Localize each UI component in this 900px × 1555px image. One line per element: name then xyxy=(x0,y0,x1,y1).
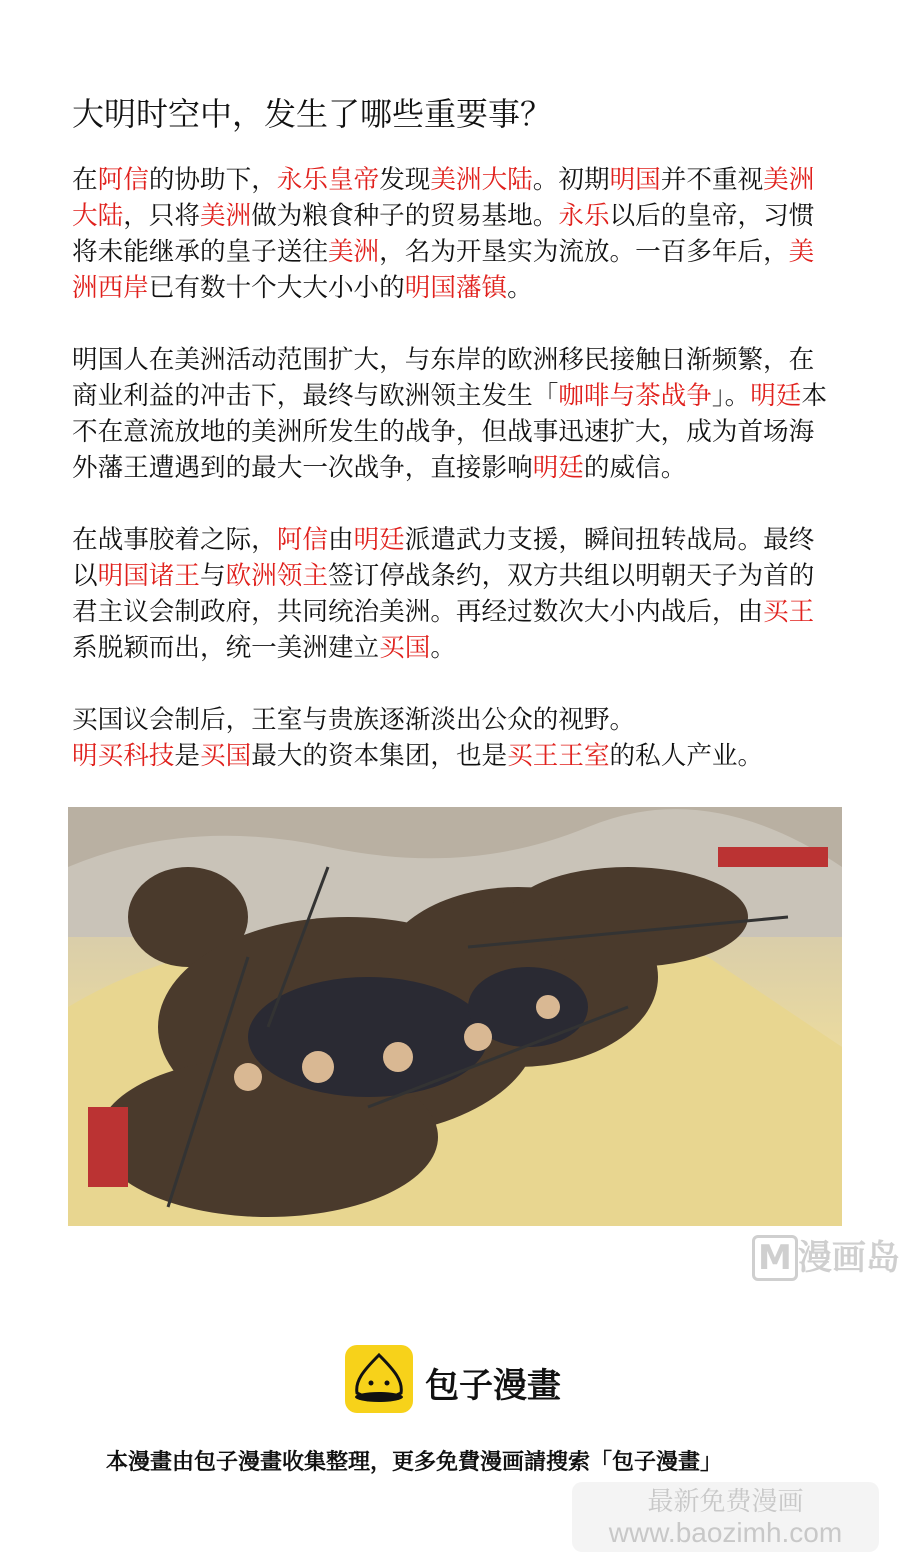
text-segment: ，名为开垦实为流放。一百多年后， xyxy=(379,237,789,267)
highlighted-term: 阿信 xyxy=(276,525,328,555)
text-segment: 以后的皇帝，习惯将未能继承的皇子送往 xyxy=(72,201,815,267)
highlighted-term: 买国 xyxy=(379,633,431,663)
highlighted-term: 美洲大陆 xyxy=(72,165,815,231)
text-segment: 。 xyxy=(430,633,456,663)
promo-url[interactable]: www.baozimh.com xyxy=(608,1517,843,1548)
text-segment: 发现 xyxy=(379,165,431,195)
text-segment: 派遣武力支援，瞬间扭转战局。最终以 xyxy=(72,525,815,591)
text-segment: 。初期 xyxy=(532,165,610,195)
text-segment: 。 xyxy=(507,273,533,303)
text-segment: 的协助下， xyxy=(148,165,277,195)
watermark-text: 漫画岛 xyxy=(797,1238,900,1278)
text-segment: 由 xyxy=(327,525,354,555)
highlighted-term: 美洲 xyxy=(200,201,252,231)
watermark-m-icon: M xyxy=(752,1235,798,1281)
highlighted-term: 美洲大陆 xyxy=(430,165,533,195)
highlighted-term: 永乐皇帝 xyxy=(276,165,380,195)
text-segment: 的私人产业。 xyxy=(609,741,764,771)
promo-text: 最新免费漫画 xyxy=(647,1486,804,1516)
highlighted-term: 咖啡与茶战争 xyxy=(558,381,712,411)
brand-name: 包子漫畫 xyxy=(425,1366,561,1406)
battle-illustration xyxy=(68,807,842,1226)
highlighted-term: 明廷 xyxy=(353,525,405,555)
text-segment: 并不重视 xyxy=(660,165,764,195)
text-segment: 签订停战条约，双方共组以明朝天子为首的君主议会制政府，共同统治美洲。再经过数次大小内战后，由 xyxy=(72,561,815,627)
highlighted-term: 欧洲领主 xyxy=(225,561,328,591)
highlighted-term: 明国诸王 xyxy=(97,561,200,591)
paragraph xyxy=(72,522,836,666)
paragraph xyxy=(72,702,836,774)
text-segment: 明国人在美洲活动范围扩大，与东岸的欧洲移民接触日渐频繁，在商业利益的冲击下，最终与欧洲领主发生「 xyxy=(72,345,815,411)
highlighted-term: 阿信 xyxy=(97,165,149,195)
page-title: 大明时空中，发生了哪些重要事？ xyxy=(72,95,553,133)
text-segment: 是 xyxy=(174,741,200,771)
paragraph xyxy=(72,342,836,486)
text-segment: 在 xyxy=(72,165,98,195)
text-segment: 系脱颖而出，统一美洲建立 xyxy=(72,633,380,663)
text-segment: 与 xyxy=(200,561,226,591)
watermark xyxy=(752,1230,900,1281)
highlighted-term: 美洲西岸 xyxy=(72,237,815,303)
text-segment: 」。 xyxy=(711,381,751,411)
promo-watermark[interactable] xyxy=(572,1482,879,1552)
highlighted-term: 买王 xyxy=(763,597,815,627)
text-segment: 的威信。 xyxy=(583,453,687,483)
paragraph xyxy=(72,162,836,306)
highlighted-term: 明廷 xyxy=(532,453,584,483)
text-segment: 已有数十个大大小小的 xyxy=(148,273,405,303)
highlighted-term: 明廷 xyxy=(750,381,802,411)
highlighted-term: 买王王室 xyxy=(507,741,610,771)
baozi-logo-icon xyxy=(345,1345,413,1413)
highlighted-term: 明买科技 xyxy=(72,741,175,771)
footer-notice: 本漫畫由包子漫畫收集整理，更多免費漫画請搜索「包子漫畫」 xyxy=(106,1450,723,1475)
highlighted-term: 明国 xyxy=(609,165,661,195)
text-segment: 本不在意流放地的美洲所发生的战争，但战事迅速扩大，成为首场海外藩王遭遇到的最大一次战争，直接影响 xyxy=(72,381,828,483)
text-segment: 做为粮食种子的贸易基地。 xyxy=(251,201,559,231)
highlighted-term: 明国藩镇 xyxy=(404,273,508,303)
highlighted-term: 美洲 xyxy=(327,237,380,267)
story-text xyxy=(72,162,836,810)
text-segment: 买国议会制后，王室与贵族逐渐淡出公众的视野。 xyxy=(72,705,636,735)
highlighted-term: 买国 xyxy=(200,741,252,771)
highlighted-term: 永乐 xyxy=(558,201,610,231)
text-segment: ，只将 xyxy=(123,201,200,231)
text-segment: 在战事胶着之际， xyxy=(72,525,277,555)
text-segment: 最大的资本集团，也是 xyxy=(251,741,508,771)
